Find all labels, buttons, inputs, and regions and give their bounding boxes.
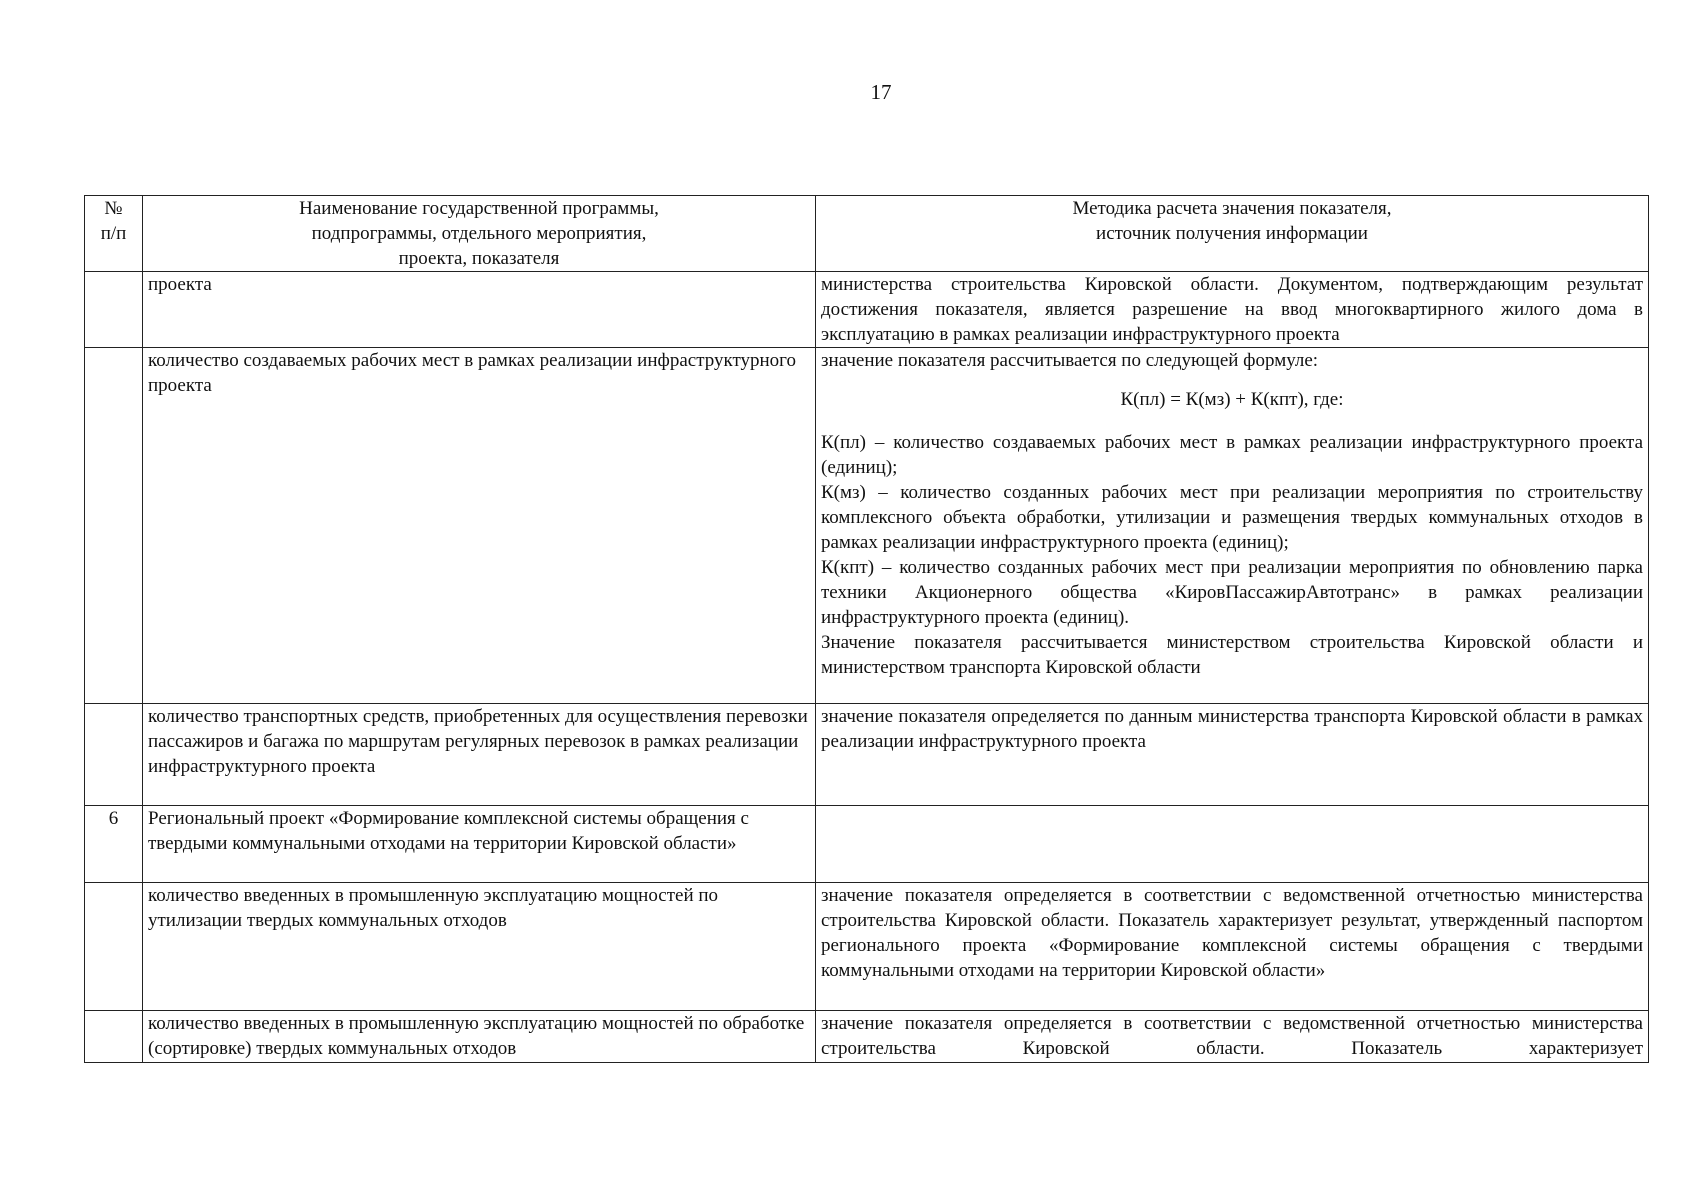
- header-num-line: п/п: [100, 223, 127, 244]
- row-num: [85, 272, 143, 348]
- method-paragraph: К(пл) – количество создаваемых рабочих мест в рамках реализации инфраструктурного проекта (единиц);: [821, 432, 1643, 478]
- method-paragraph: значение показателя определяется по данным министерства транспорта Кировской области в рамках реализации инфраструктурного проекта: [821, 706, 1643, 752]
- header-name-line: проекта, показателя: [398, 248, 560, 269]
- row-method: [816, 1011, 1649, 1063]
- row-method: [816, 883, 1649, 1011]
- row-name: проекта: [143, 272, 816, 348]
- method-paragraph: значение показателя определяется в соответствии с ведомственной отчетностью министерства строительства Кировской области. Показатель характеризует результат, утвержденный паспортом регионального проекта «Формирование комплексной системы обращения с твердыми коммунальными отходами на территории Кировской области»: [821, 885, 1643, 981]
- row-name: количество введенных в промышленную эксплуатацию мощностей по обработке (сортировке) твердых коммунальных отходов: [143, 1011, 816, 1063]
- method-paragraph: значение показателя определяется в соответствии с ведомственной отчетностью министерства строительства Кировской области. Показатель характеризует: [821, 1013, 1643, 1059]
- method-paragraph: Значение показателя рассчитывается министерством строительства Кировской области и министерством транспорта Кировской области: [821, 632, 1643, 678]
- table-row: [85, 883, 1649, 1011]
- table-row: [85, 806, 1649, 883]
- page-number: 17: [870, 80, 892, 104]
- header-name-line: Наименование государственной программы,: [299, 198, 659, 219]
- method-paragraph: К(кпт) – количество созданных рабочих мест при реализации мероприятия по обновлению парка техники Акционерного общества «КировПассажирАвтотранс» в рамках реализации инфраструктурного проекта (единиц).: [821, 557, 1643, 628]
- header-num: [85, 196, 143, 272]
- table-row: [85, 272, 1649, 348]
- row-name: количество введенных в промышленную эксплуатацию мощностей по утилизации твердых коммунальных отходов: [143, 883, 816, 1011]
- formula: К(пл) = К(мз) + К(кпт), где:: [1120, 389, 1344, 410]
- row-name: количество транспортных средств, приобретенных для осуществления перевозки пассажиров и багажа по маршрутам регулярных перевозок в рамках реализации инфраструктурного проекта: [143, 704, 816, 806]
- row-num: [85, 1011, 143, 1063]
- row-num: [85, 704, 143, 806]
- row-method: [816, 806, 1649, 883]
- row-method: [816, 272, 1649, 348]
- indicators-table: [84, 195, 1649, 1063]
- method-paragraph: К(мз) – количество созданных рабочих мест при реализации мероприятия по строительству комплексного объекта обработки, утилизации и размещения твердых коммунальных отходов в рамках реализации инфраструктурного проекта (единиц);: [821, 482, 1643, 553]
- row-name: Региональный проект «Формирование комплексной системы обращения с твердыми коммунальными отходами на территории Кировской области»: [143, 806, 816, 883]
- row-num: 6: [85, 806, 143, 883]
- row-name: количество создаваемых рабочих мест в рамках реализации инфраструктурного проекта: [143, 348, 816, 704]
- row-num: [85, 348, 143, 704]
- table-row: [85, 704, 1649, 806]
- row-method: [816, 348, 1649, 704]
- table-row: [85, 348, 1649, 704]
- header-name-line: подпрограммы, отдельного мероприятия,: [311, 223, 647, 244]
- header-method: [816, 196, 1649, 272]
- row-num: [85, 883, 143, 1011]
- method-paragraph: министерства строительства Кировской области. Документом, подтверждающим результат достижения показателя, является разрешение на ввод многоквартирного жилого дома в эксплуатацию в рамках реализации инфраструктурного проекта: [821, 274, 1643, 345]
- table-header-row: [85, 196, 1649, 272]
- method-intro: значение показателя рассчитывается по следующей формуле:: [821, 350, 1319, 371]
- header-name: [143, 196, 816, 272]
- header-method-line: источник получения информации: [1096, 223, 1368, 244]
- header-num-line: №: [104, 198, 123, 219]
- header-method-line: Методика расчета значения показателя,: [1072, 198, 1392, 219]
- table-row: [85, 1011, 1649, 1063]
- row-method: [816, 704, 1649, 806]
